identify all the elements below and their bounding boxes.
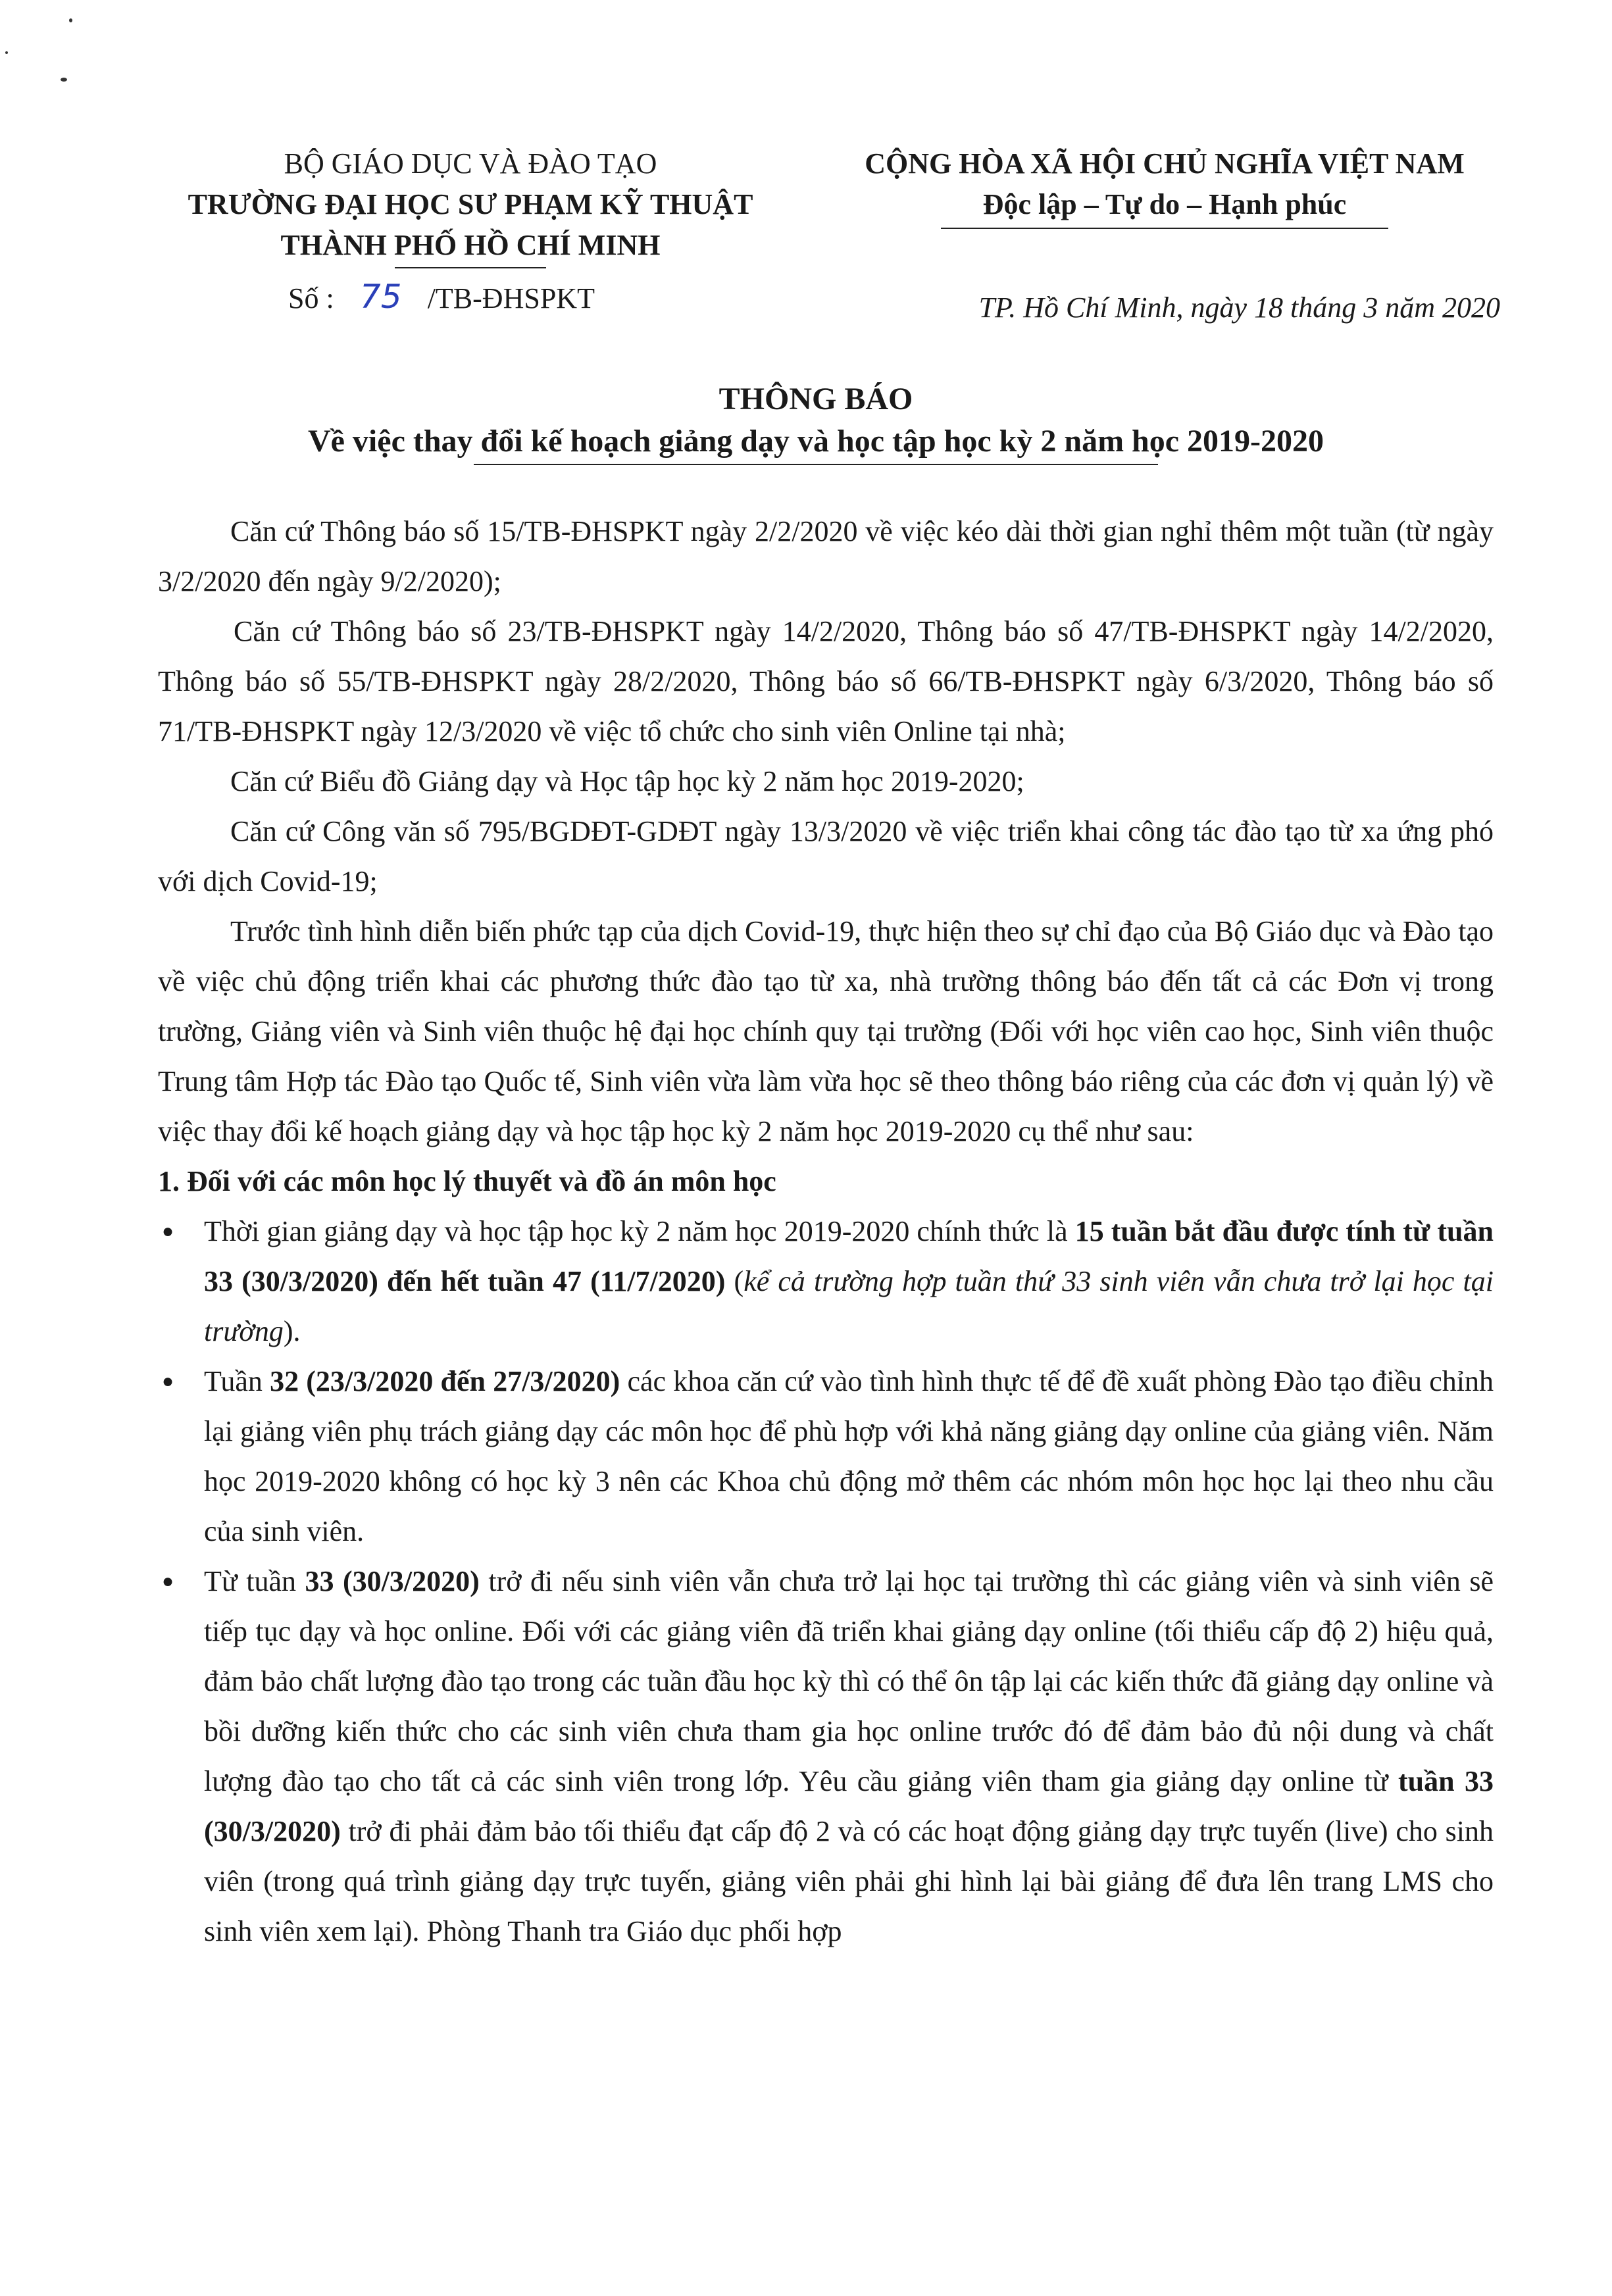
bullet-emphasis: 33 (30/3/2020) [305,1565,480,1597]
bullet-text: ). [283,1315,301,1347]
bullet-dot-icon: ● [162,1570,174,1592]
section-heading-1: 1. Đối với các môn học lý thuyết và đồ án môn học [158,1165,776,1197]
bullet-text: trở đi phải đảm bảo tối thiểu đạt cấp độ 2 và có các hoạt động giảng dạy trực tuyến (live) cho sinh viên (trong quá trình giảng dạy trực tuyến, giảng viên phải ghi hình lại bài giảng để đưa lên trang LMS cho sinh viên xem lại). Phòng Thanh tra Giáo dục phối hợp [204,1815,1494,1947]
bullet-text: Từ tuần [204,1565,305,1597]
bullet-emphasis: 15 tuần bắt đầu được tính từ tuần 33 (30/3/2020) đến hết tuần 47 (11/7/2020) [204,1215,1494,1297]
paragraph-basis-4: Căn cứ Công văn số 795/BGDĐT-GDĐT ngày 13/3/2020 về việc triển khai công tác đào tạo từ xa ứng phó với dịch Covid-19; [158,815,1494,897]
bullet-item [158,1207,1494,1357]
bullet-text: ( [725,1265,744,1297]
university-name-line2: THÀNH PHỐ HỒ CHÍ MINH [280,229,661,261]
bullet-dot-icon: ● [162,1220,174,1242]
title-underline [474,464,1158,465]
ministry-name: BỘ GIÁO DỤC VÀ ĐÀO TẠO [284,147,657,180]
document-title-block [132,378,1500,465]
bullet-text: Tuần [204,1365,270,1397]
bullet-text: Thời gian giảng dạy và học tập học kỳ 2 năm học 2019-2020 chính thức là [204,1215,1075,1247]
document-title: THÔNG BÁO [718,382,913,416]
bullet-text: trở đi nếu sinh viên vẫn chưa trở lại học tại trường thì các giảng viên và sinh viên sẽ tiếp tục dạy và học online. Đối với các giảng viên đã triển khai giảng dạy online (tối thiểu cấp độ 2) hiệu quả, đảm bảo chất lượng đào tạo trong các tuần đầu học kỳ thì có thể ôn tập lại các kiến thức đã giảng dạy online và bồi dưỡng kiến thức cho các sinh viên chưa tham gia học online trước đó để đảm bảo đủ nội dung và chất lượng đào tạo cho tất cả các sinh viên trong lớp. Yêu cầu giảng viên tham gia giảng dạy online từ [204,1565,1494,1797]
scan-speck [61,78,67,82]
bullet-item [158,1557,1494,1957]
country-name: CỘNG HÒA XÃ HỘI CHỦ NGHĨA VIỆT NAM [865,147,1465,180]
document-subtitle: Về việc thay đổi kế hoạch giảng dạy và học tập học kỳ 2 năm học 2019-2020 [307,424,1324,459]
issuer-block [132,143,809,268]
document-number-prefix: Số : [288,282,334,314]
issuer-underline [395,267,546,268]
bullet-italic: kể cả trường hợp tuần thứ 33 sinh viên vẫn chưa trở lại học tại trường [204,1265,1494,1347]
paragraph-basis-2: Căn cứ Thông báo số 23/TB-ĐHSPKT ngày 14/2/2020, Thông báo số 47/TB-ĐHSPKT ngày 14/2/2020, Thông báo số 55/TB-ĐHSPKT ngày 28/2/2020, Thông báo số 66/TB-ĐHSPKT ngày 6/3/2020, Thông báo số 71/TB-ĐHSPKT ngày 12/3/2020 về việc tổ chức cho sinh viên Online tại nhà; [158,615,1494,747]
paragraph-basis-1: Căn cứ Thông báo số 15/TB-ĐHSPKT ngày 2/2/2020 về việc kéo dài thời gian nghỉ thêm một tuần (từ ngày 3/2/2020 đến ngày 9/2/2020); [158,515,1494,597]
motto-underline [941,228,1388,229]
paragraph-context: Trước tình hình diễn biến phức tạp của dịch Covid-19, thực hiện theo sự chỉ đạo của Bộ Giáo dục và Đào tạo về việc chủ động triển khai các phương thức đào tạo từ xa, nhà trường thông báo đến tất cả các Đơn vị trong trường, Giảng viên và Sinh viên thuộc hệ đại học chính quy tại trường (Đối với học viên cao học, Sinh viên thuộc Trung tâm Hợp tác Đào tạo Quốc tế, Sinh viên vừa làm vừa học sẽ theo thông báo riêng của các đơn vị quản lý) về việc thay đổi kế hoạch giảng dạy và học tập học kỳ 2 năm học 2019-2020 cụ thể như sau: [158,915,1494,1147]
document-body [158,507,1494,1957]
document-number [288,276,595,319]
scan-speck [5,51,8,54]
place-date: TP. Hồ Chí Minh, ngày 18 tháng 3 năm 2020 [978,291,1500,324]
document-number-suffix: /TB-ĐHSPKT [427,282,595,314]
university-name-line1: TRƯỜNG ĐẠI HỌC SƯ PHẠM KỸ THUẬT [188,188,753,220]
bullet-dot-icon: ● [162,1370,174,1392]
bullet-item [158,1357,1494,1557]
national-motto: Độc lập – Tự do – Hạnh phúc [982,188,1347,220]
national-heading [803,143,1526,229]
bullet-text: các khoa căn cứ vào tình hình thực tế để đề xuất phòng Đào tạo điều chỉnh lại giảng viên phụ trách giảng dạy các môn học để phù hợp với khả năng giảng dạy online của giảng viên. Năm học 2019-2020 không có học kỳ 3 nên các Khoa chủ động mở thêm các nhóm môn học học lại theo nhu cầu của sinh viên. [204,1365,1494,1547]
document-number-handwritten: 75 [359,278,402,316]
bullet-emphasis: tuần 33 (30/3/2020) [204,1765,1494,1847]
scan-speck [69,18,72,22]
bullet-emphasis: 32 (23/3/2020 đến 27/3/2020) [270,1365,620,1397]
paragraph-basis-3: Căn cứ Biểu đồ Giảng dạy và Học tập học kỳ 2 năm học 2019-2020; [230,765,1024,797]
